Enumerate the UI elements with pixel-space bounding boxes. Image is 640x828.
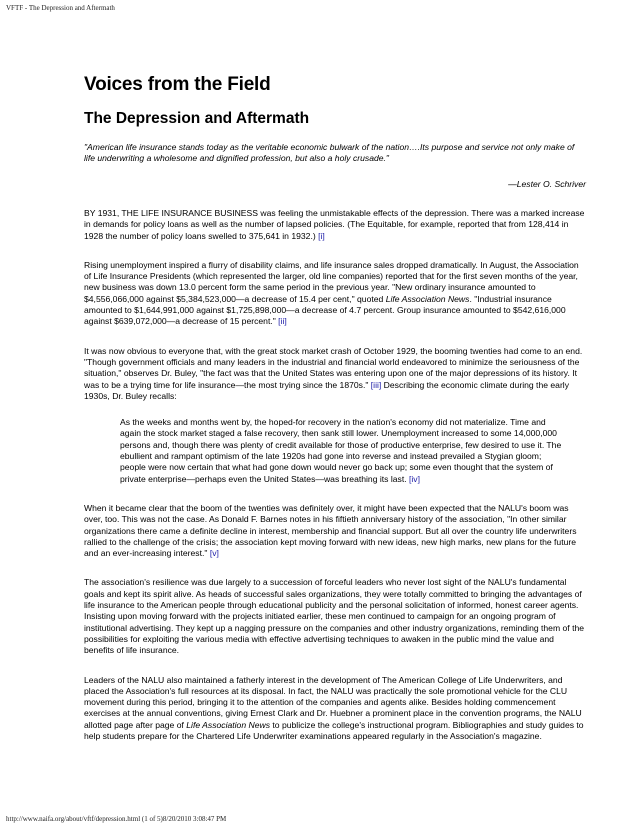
footer-url: http://www.naifa.org/about/vftf/depression.html (1 of 5)8/20/2010 3:08:47 PM	[6, 815, 227, 823]
paragraph-text: Rising unemployment inspired a flurry of disability claims, and life insurance sales dropped dramatically. In August, the Association of Life Insurance Presidents (which represented the larger, old line companies) reported that for the first seven months of the year, new business was down 13.0 percent form the same period in the previous year. "New ordinary insurance amounted to $4,556,066,000 against $5,384,523,000—a decrease of 15.4 per cent," quoted	[84, 259, 579, 304]
article	[84, 74, 586, 742]
paragraph-text: The association's resilience was due largely to a succession of forceful leaders who never lost sight of the NALU's fundamental goals and kept its spirit alive. As heads of successful sales organizations, they were totally committed to bringing the advantages of life insurance to the American people through educational publicity and the personal solicitation of informed, honest career agents. Insisting upon moving forward with the projects initiated earlier, these men continued to campaign for an ongoing program of institutional advertising. They kept up a nagging pressure on the companies and other industry organizations, reminding them of the possibilities for exploiting the various media with effective advertising techniques to awaken in the public mind the value and benefits of life insurance.	[84, 577, 585, 656]
block-quote	[84, 417, 586, 485]
paragraph-text: Describing the economic climate during the early 1930s, Dr. Buley recalls:	[84, 379, 570, 401]
footnote-link-i[interactable]: [i]	[318, 230, 325, 241]
paragraph-6	[84, 675, 586, 743]
footnote-link-ii[interactable]: [ii]	[278, 316, 287, 327]
epigraph-attribution: —Lester O. Schriver	[508, 179, 586, 189]
paragraph-1	[84, 208, 586, 242]
paragraph-3	[84, 346, 586, 402]
paragraph-text: to publicize the college's instructional program. Bibliographies and study guides to help students prepare for the Chartered Life Underwriter examinations appeared regularly in the Association's magazine.	[84, 719, 584, 741]
publication-title: Life Association News	[385, 293, 470, 304]
paragraph-text: . "Industrial insurance amounted to $1,644,991,000 against $1,725,898,000—a decrease of 4.7 percent. Group insurance amounted to $542,616,000 against $639,072,000—a decrease of 15 percent."	[84, 293, 566, 327]
footnote-link-iii[interactable]: [iii]	[370, 379, 382, 390]
paragraph-text: It was now obvious to everyone that, with the great stock market crash of October 1929, the booming twenties had come to an end. "Though government officials and many leaders in the industrial and financial world endeavored to minimize the seriousness of the situation," observes Dr. Buley, "the fact was that the United States was entering upon one of the major depressions of its history. It was to be a trying time for life insurance—the most trying since the 1870s."	[84, 345, 583, 390]
paragraph-2	[84, 260, 586, 328]
publication-title: Life Association News	[186, 719, 270, 730]
paragraph-text: Leaders of the NALU also maintained a fatherly interest in the development of The American College of Life Underwriters, and placed the Association's full resources at its disposal. In fact, the NALU was practically the sole promotional vehicle for the CLU movement during this period, bringing it to the attention of the companies and agents alike. Besides holding commencement exercises at the annual conventions, giving Ernest Clark and Dr. Huebner a prominent place in the convention programs, the NALU allotted page after page of	[84, 674, 582, 730]
paragraph-text: When it became clear that the boom of the twenties was definitely over, it might have been expected that the NALU's boom was over, too. This was not the case. As Donald F. Barnes notes in his fiftieth anniversary history of the association, "In other similar organizations there came a definite decline in interest, membership and financial support. But all over the country life underwriters rallied to the challenge of the crisis; the association kept moving forward with new ideas, new high marks, new plans for the future and an ever-increasing interest."	[84, 502, 577, 559]
footnote-link-v[interactable]: [v]	[209, 548, 219, 559]
quote-text: As the weeks and months went by, the hoped-for recovery in the nation's economy did not materialize. Time and again the stock market staged a false recovery, then sank still lower. Unemployment increased to some 14,000,000 persons and, though there was plenty of credit available for those of productive enterprise, few desired to use it. The ebullient and rampant optimism of the late 1920s had gone into reverse and instead prevailed a Stygian gloom; people were now certain that what had gone down would never go back up; some even thought that the system of private enterprise—perhaps even the United States—was breathing its last.	[120, 417, 562, 484]
paragraph-5	[84, 577, 586, 656]
epigraph-quote: "American life insurance stands today as the veritable economic bulwark of the nation….Its purpose and service not only make of life underwriting a wholesome and dignified profession, but also a holy crusade."	[84, 142, 575, 163]
paragraph-text: BY 1931, THE LIFE INSURANCE BUSINESS was feeling the unmistakable effects of the depression. There was a marked increase in demands for policy loans as well as the number of lapsed policies. (The Equitable, for example, reported that from 128,414 in 1928 the number of policy loans swelled to 375,641 in 1932.)	[84, 208, 585, 241]
running-header: VFTF - The Depression and Aftermath	[6, 4, 115, 12]
paragraph-4	[84, 503, 586, 559]
site-title: Voices from the Field	[84, 74, 271, 95]
page-title: The Depression and Aftermath	[84, 110, 310, 127]
footnote-link-iv[interactable]: [iv]	[409, 473, 420, 484]
